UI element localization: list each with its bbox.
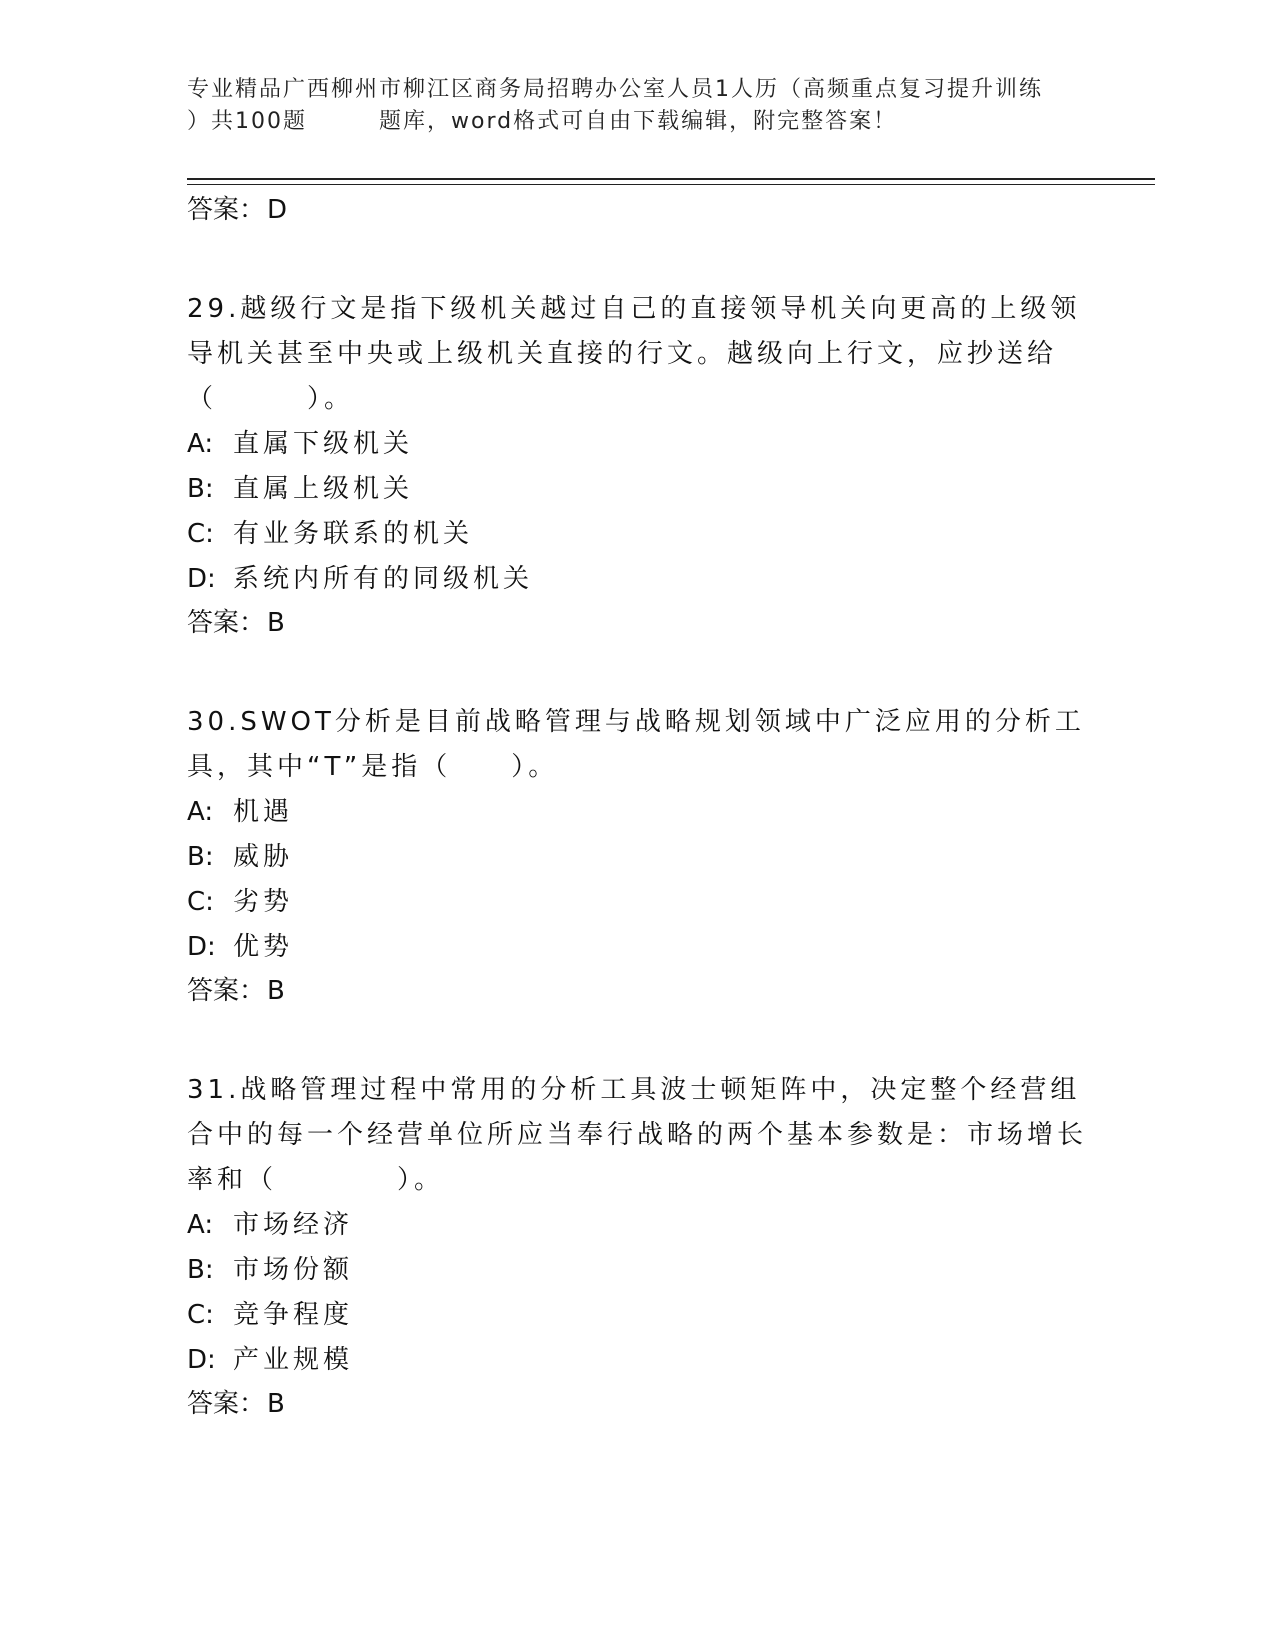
option-letter: D: xyxy=(187,564,216,594)
option-d xyxy=(187,1338,1087,1383)
header-divider-thin xyxy=(187,184,1155,185)
option-letter: A: xyxy=(187,797,214,827)
option-d xyxy=(187,925,1087,970)
question-answer xyxy=(187,608,1087,638)
answer-value: B xyxy=(267,976,285,1006)
option-b xyxy=(187,467,1087,512)
document-header xyxy=(187,74,1087,138)
answer-label: 答案： xyxy=(187,608,266,638)
option-letter: B: xyxy=(187,842,214,872)
question-29 xyxy=(187,287,1087,638)
option-text: 市场经济 xyxy=(233,1210,354,1240)
header-line-1: 专业精品广西柳州市柳江区商务局招聘办公室人员1人历（高频重点复习提升训练 xyxy=(187,77,1043,102)
option-letter: C: xyxy=(187,519,214,549)
option-text: 有业务联系的机关 xyxy=(233,519,474,549)
option-text: 竞争程度 xyxy=(233,1300,354,1330)
option-letter: B: xyxy=(187,474,214,504)
option-text: 市场份额 xyxy=(233,1255,354,1285)
option-text: 优势 xyxy=(233,932,294,962)
question-text: 31.战略管理过程中常用的分析工具波士顿矩阵中，决定整个经营组合中的每一个经营单位所应当奉行战略的两个基本参数是：市场增长率和（ ）。 xyxy=(187,1075,1088,1195)
header-line-2-part-a: ）共100题 xyxy=(187,109,307,134)
question-text: 29.越级行文是指下级机关越过自己的直接领导机关向更高的上级领导机关甚至中央或上级机关直接的行文。越级向上行文，应抄送给（ ）。 xyxy=(187,294,1081,414)
option-letter: D: xyxy=(187,932,216,962)
option-a xyxy=(187,790,1087,835)
option-c xyxy=(187,512,1087,557)
option-letter: A: xyxy=(187,429,214,459)
answer-label: 答案： xyxy=(187,1389,266,1419)
option-text: 机遇 xyxy=(233,797,294,827)
option-text: 系统内所有的同级机关 xyxy=(233,564,534,594)
header-divider-thick xyxy=(187,178,1155,180)
option-letter: A: xyxy=(187,1210,214,1240)
question-30 xyxy=(187,700,1087,1006)
option-letter: B: xyxy=(187,1255,214,1285)
document-body xyxy=(187,195,1087,1419)
option-d xyxy=(187,557,1087,602)
option-b xyxy=(187,835,1087,880)
option-text: 产业规模 xyxy=(233,1345,354,1375)
option-b xyxy=(187,1248,1087,1293)
answer-value: B xyxy=(267,1389,285,1419)
option-a xyxy=(187,422,1087,467)
answer-value: B xyxy=(267,608,285,638)
option-text: 直属下级机关 xyxy=(233,429,414,459)
header-line-2-part-b: 题库，word格式可自由下载编辑，附完整答案！ xyxy=(379,109,898,134)
answer-value: D xyxy=(267,195,288,225)
option-c xyxy=(187,1293,1087,1338)
option-a xyxy=(187,1203,1087,1248)
option-letter: C: xyxy=(187,887,214,917)
question-31 xyxy=(187,1068,1087,1419)
option-text: 威胁 xyxy=(233,842,294,872)
option-letter: D: xyxy=(187,1345,216,1375)
question-answer xyxy=(187,976,1087,1006)
option-text: 劣势 xyxy=(233,887,294,917)
option-c xyxy=(187,880,1087,925)
question-text: 30.SWOT分析是目前战略管理与战略规划领域中广泛应用的分析工具，其中“T”是指（ ）。 xyxy=(187,707,1085,782)
option-text: 直属上级机关 xyxy=(233,474,414,504)
option-letter: C: xyxy=(187,1300,214,1330)
previous-answer xyxy=(187,195,1087,225)
answer-label: 答案： xyxy=(187,195,266,225)
question-answer xyxy=(187,1389,1087,1419)
answer-label: 答案： xyxy=(187,976,266,1006)
header-line-2 xyxy=(187,106,1087,138)
